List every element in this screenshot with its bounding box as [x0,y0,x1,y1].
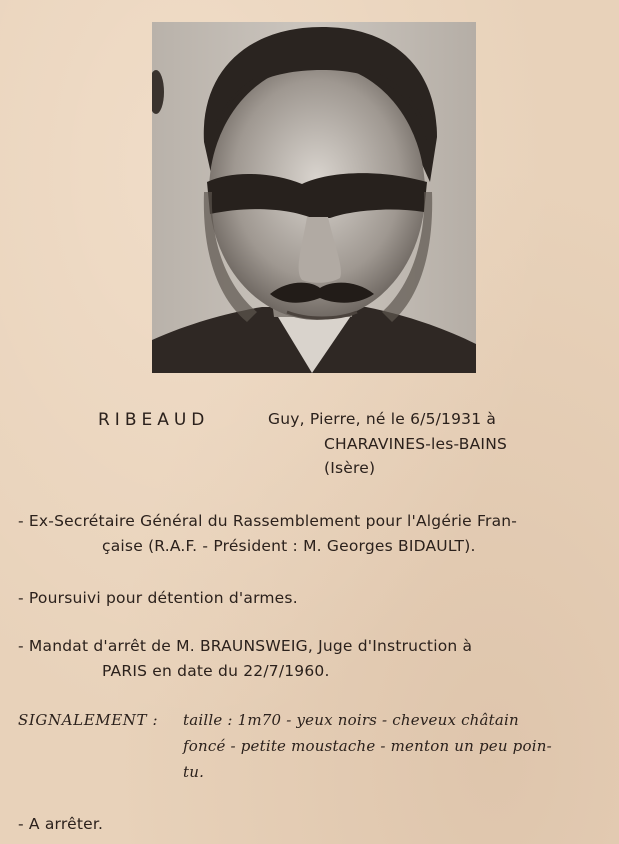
signalement-line-1: taille : 1m70 - yeux noirs - cheveux châtain [183,711,519,729]
given-names-and-birth-date: Guy, Pierre, né le 6/5/1931 à [268,410,497,428]
birth-region: (Isère) [324,459,376,477]
portrait-photo [152,22,476,373]
surname: RIBEAUD [98,410,210,430]
signalement-line-3: tu. [183,763,205,781]
arrest-instruction: - A arrêter. [18,815,104,833]
signalement-label: SIGNALEMENT : [18,711,159,729]
warrant-line-1: - Mandat d'arrêt de M. BRAUNSWEIG, Juge d'Instruction à [18,637,473,655]
role-line-2: çaise (R.A.F. - Président : M. Georges BIDAULT). [102,537,476,555]
charge-line: - Poursuivi pour détention d'armes. [18,589,298,607]
birthplace: CHARAVINES-les-BAINS [324,435,508,453]
warrant-line-2: PARIS en date du 22/7/1960. [102,662,330,680]
role-line-1: - Ex-Secrétaire Général du Rassemblement pour l'Algérie Fran- [18,512,518,530]
signalement-line-2: foncé - petite moustache - menton un peu poin- [183,737,552,755]
portrait-photo-icon [152,22,476,373]
